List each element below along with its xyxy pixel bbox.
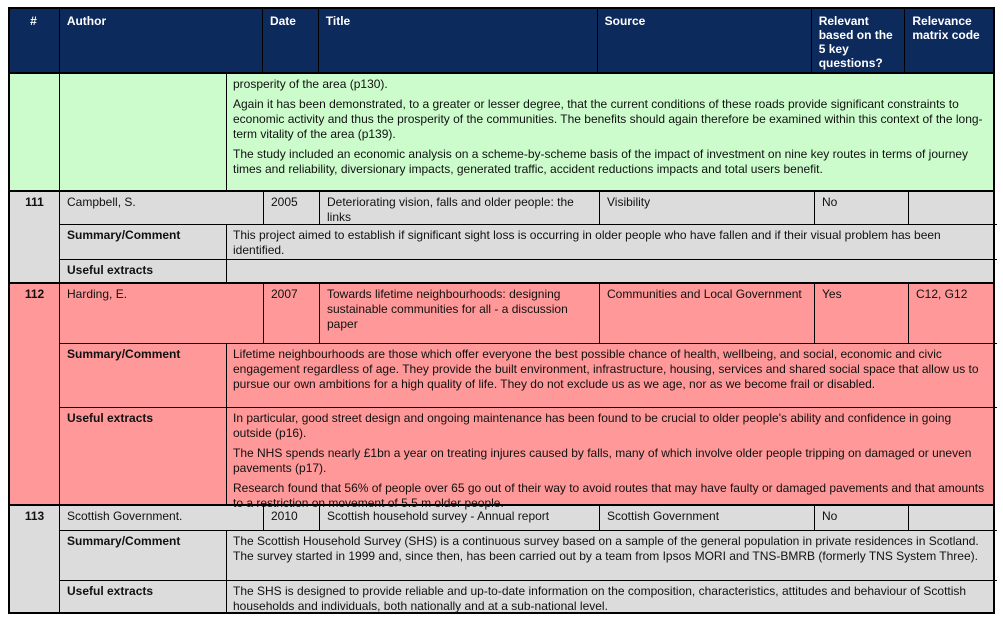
summary-row bbox=[60, 224, 997, 259]
summary-row bbox=[60, 343, 997, 407]
column-header-relevance-code: Relevance matrix code bbox=[904, 9, 993, 72]
author-cell: Campbell, S. bbox=[67, 195, 136, 209]
record-number-cell: 111 bbox=[25, 195, 44, 209]
title-cell: Scottish household survey - Annual report bbox=[319, 506, 599, 530]
relevance-code-cell bbox=[908, 192, 997, 224]
relevant-cell: No bbox=[814, 506, 908, 530]
relevance-code-cell bbox=[908, 506, 997, 530]
column-header-number: # bbox=[30, 14, 37, 28]
date-cell: 2005 bbox=[263, 192, 319, 224]
paragraph: prosperity of the area (p130). bbox=[233, 77, 388, 91]
extracts-row bbox=[60, 407, 997, 510]
record-number-cell bbox=[10, 74, 59, 190]
record-number-cell: 112 bbox=[24, 287, 45, 301]
table-header-row bbox=[10, 9, 993, 72]
record-main-row bbox=[60, 192, 997, 224]
relevant-cell: Yes bbox=[814, 284, 908, 343]
summary-content-cell bbox=[226, 531, 997, 580]
column-header-source: Source bbox=[597, 9, 811, 72]
extracts-content-cell bbox=[226, 581, 997, 612]
date-cell: 2007 bbox=[263, 284, 319, 343]
paragraph: The NHS spends nearly £1bn a year on treating injures caused by falls, many of which involve older people tripping on damaged or uneven pavements (p17). bbox=[233, 446, 972, 475]
paragraph: Lifetime neighbourhoods are those which offer everyone the best possible chance of health, wellbeing, and social, economic and civic engagement regardless of age. They provide the built environment, infrastructure, housing, services and shared social space that allow us to pursue our own ambitions for a high quality of life. They do not exclude us as we age, nor as we become frail or disabled. bbox=[233, 347, 979, 391]
author-cell: Harding, E. bbox=[67, 287, 128, 301]
record-main-row bbox=[60, 284, 997, 343]
column-header-author: Author bbox=[59, 9, 262, 72]
paragraph: Research found that 56% of people over 65 go out of their way to avoid routes that may have faulty or damaged pavements and that amounts to a restriction on movement of 5.5 m older people. bbox=[233, 481, 985, 510]
continuation-content-cell bbox=[226, 74, 993, 190]
column-header-date: Date bbox=[262, 9, 318, 72]
extracts-label: Useful extracts bbox=[67, 411, 154, 425]
summary-content-cell bbox=[226, 344, 997, 407]
author-cell: Scottish Government. bbox=[67, 509, 183, 523]
record-continuation bbox=[10, 72, 993, 190]
relevance-code-cell: C12, G12 bbox=[908, 284, 997, 343]
summary-content-cell bbox=[226, 225, 997, 259]
paragraph: Again it has been demonstrated, to a greater or lesser degree, that the current conditions of these roads provide significant constraints to economic activity and thus the prosperity of the communities. The benefits should again therefore be examined within this context of the long-term vitality of the area (p139). bbox=[233, 97, 983, 141]
literature-review-table bbox=[8, 7, 995, 614]
source-cell: Communities and Local Government bbox=[599, 284, 814, 343]
record-111 bbox=[10, 190, 993, 282]
column-header-relevant: Relevant based on the 5 key questions? bbox=[811, 9, 905, 72]
title-cell: Deteriorating vision, falls and older people: the links bbox=[319, 192, 599, 224]
extracts-row bbox=[60, 580, 997, 612]
summary-row bbox=[60, 530, 997, 580]
continuation-label-cell bbox=[60, 74, 226, 190]
paragraph: The study included an economic analysis on a scheme-by-scheme basis of the impact of investment on nine key routes in terms of journey times and reliability, diversionary impacts, generated traffic, accident reductions impacts and total users benefit. bbox=[233, 147, 969, 176]
continuation-row bbox=[60, 74, 993, 190]
record-number-cell: 113 bbox=[24, 509, 45, 523]
extracts-label: Useful extracts bbox=[67, 584, 154, 598]
column-header-title: Title bbox=[318, 9, 597, 72]
record-main-row bbox=[60, 506, 997, 530]
paragraph: The Scottish Household Survey (SHS) is a continuous survey based on a sample of the general population in private residences in Scotland. The survey started in 1999 and, since then, has been carried out by a team from Ipsos MORI and TNS-BMRB (formerly TNS System Three). bbox=[233, 534, 979, 563]
paragraph: In particular, good street design and ongoing maintenance has been found to be crucial to older people's ability and confidence in going outside (p16). bbox=[233, 411, 952, 440]
extracts-content-cell bbox=[226, 260, 997, 282]
summary-label: Summary/Comment bbox=[67, 534, 181, 548]
source-cell: Scottish Government bbox=[599, 506, 814, 530]
paragraph: The SHS is designed to provide reliable and up-to-date information on the composition, characteristics, attitudes and behaviour of Scottish households and individuals, both nationally and at a sub-national level. bbox=[233, 584, 967, 613]
date-cell: 2010 bbox=[263, 506, 319, 530]
extracts-label: Useful extracts bbox=[67, 263, 154, 277]
extracts-content-cell bbox=[226, 408, 997, 510]
extracts-row bbox=[60, 259, 997, 282]
record-113 bbox=[10, 504, 993, 612]
summary-label: Summary/Comment bbox=[67, 228, 181, 242]
relevant-cell: No bbox=[814, 192, 908, 224]
summary-label: Summary/Comment bbox=[67, 347, 181, 361]
paragraph: This project aimed to establish if significant sight loss is occurring in older people who have fallen and if their visual problem has been identified. bbox=[233, 228, 941, 257]
record-112 bbox=[10, 282, 993, 510]
title-cell: Towards lifetime neighbourhoods: designing sustainable communities for all - a discussion paper bbox=[319, 284, 599, 343]
source-cell: Visibility bbox=[599, 192, 814, 224]
